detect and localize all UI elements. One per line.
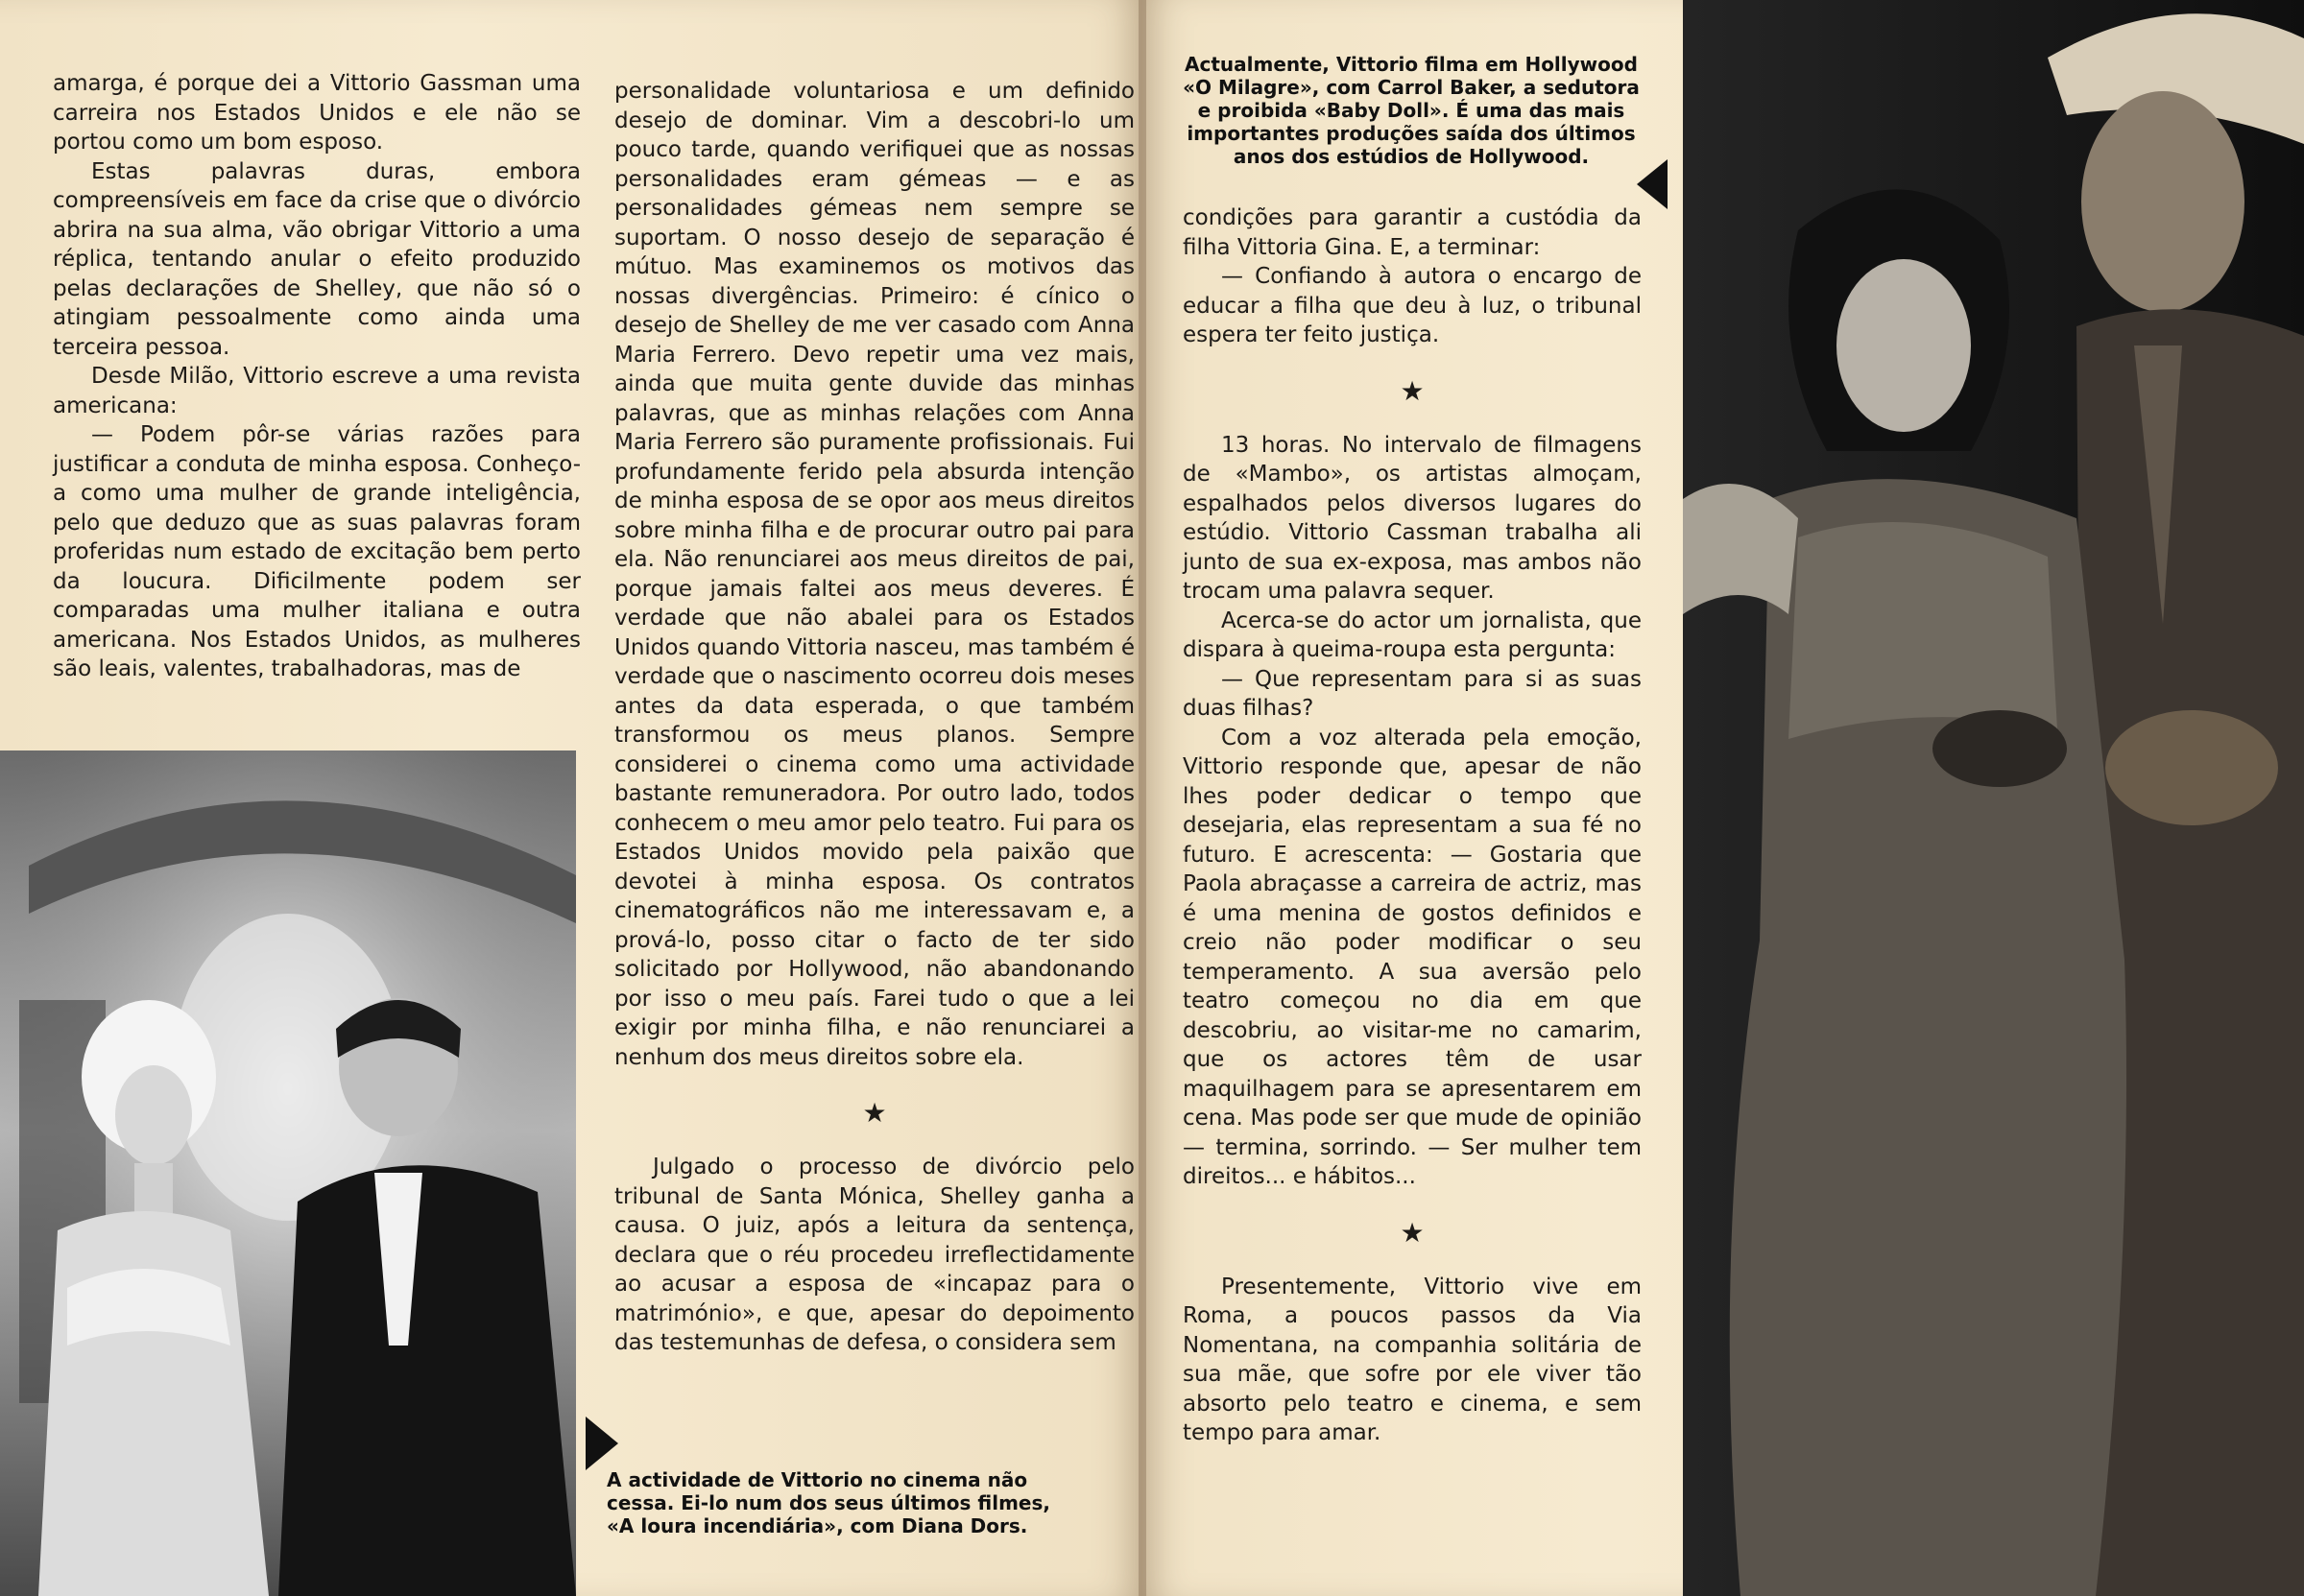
paragraph: 13 horas. No intervalo de filmagens de «Mambo», os artistas almoçam, espalhados pelos diversos lugares do estúdio. Vittorio Cassman trabalha ali junto de sua ex-exposa, mas ambos não trocam uma palavra sequer. xyxy=(1183,432,1642,604)
photo-caption-left: A actividade de Vittorio no cinema não cessa. Ei-lo num dos seus últimos filmes, «A loura incendiária», com Diana Dors. xyxy=(607,1468,1050,1537)
photo-caption-right: Actualmente, Vittorio filma em Hollywood «O Milagre», com Carrol Baker, a sedutora e proibida «Baby Doll». É uma das mais importantes produções saída dos últimos anos dos estúdios de Hollywood. xyxy=(1183,53,1640,168)
paragraph: personalidade voluntariosa e um definido desejo de dominar. Vim a descobri-lo um pouco tarde, quando verifiquei que as nossas personalidades eram gémeas — e as personalidades gémeas nem sempre se suportam. O nosso desejo de separação é mútuo. Mas examinemos os motivos das nossas divergências. Primeiro: é cínico o desejo de Shelley de me ver casado com Anna Maria Ferrero. Devo repetir uma vez mais, ainda que muita gente duvide das minhas palavras, que as minhas relações com Anna Maria Ferrero são puramente profissionais. Fui profundamente ferido pela absurda intenção de minha esposa de se opor aos meus direitos sobre minha filha e de procurar outro pai para ela. Não renunciarei aos meus direitos de pai, porque jamais faltei aos meus deveres. É verdade que não abalei para os Estados Unidos quando Vittoria nasceu, mas também é verdade que o nascimento ocorreu dois meses antes da data esperada, o que também transformou os meus planos. Sempre considerei o cinema como uma actividade bastante remuneradora. Por outro lado, todos conhecem o meu amor pelo teatro. Fui para os Estados Unidos movido pela paixão que devotei à minha esposa. Os contratos cinematográficos não me interessavam e, a prová-lo, posso citar o facto de ter sido solicitado por Hollywood, não abandonando por isso o meu país. Farei tudo o que a lei exigir por minha filha, e não renunciarei a nenhum dos meus direitos sobre ela. xyxy=(614,79,1135,1070)
paragraph: condições para garantir a custódia da filha Vittoria Gina. E, a terminar: xyxy=(1183,205,1642,260)
caption-pointer-arrow-icon xyxy=(586,1417,618,1470)
section-separator-star: ★ xyxy=(1400,1216,1425,1249)
paragraph: amarga, é porque dei a Vittorio Gassman uma carreira nos Estados Unidos e ele não se portou como um bom esposo. xyxy=(53,71,581,155)
paragraph: Estas palavras duras, embora compreensíveis em face da crise que o divórcio abrira na sua alma, vão obrigar Vittorio a uma réplica, tentando anular o efeito produzido pelas declarações de Shelley, que não só o atingiam pessoalmente como ainda uma terceira pessoa. xyxy=(53,158,581,360)
paragraph: Julgado o processo de divórcio pelo tribunal de Santa Mónica, Shelley ganha a causa. O juiz, após a leitura da sentença, declara que o réu procedeu irreflectidamente ao acusar a esposa de «incapaz para o matrimónio», e que, apesar do depoimento das testemunhas de defesa, o considera sem xyxy=(614,1155,1135,1355)
left-page xyxy=(0,0,1142,1596)
paragraph: — Confiando à autora o encargo de educar a filha que deu à luz, o tribunal espera ter feito justiça. xyxy=(1183,264,1642,347)
paragraph: — Que representam para si as suas duas filhas? xyxy=(1183,666,1642,721)
film-still-illustration xyxy=(0,750,576,1596)
right-page-column xyxy=(1183,203,1642,1448)
paragraph: Com a voz alterada pela emoção, Vittorio responde que, apesar de não lhes poder dedicar o tempo que desejaria, elas representam a sua fé no futuro. E acrescenta: — Gostaria que Paola abraçasse a carreira de actriz, mas é uma menina de gostos definidos e creio não poder modificar o seu temperamento. A sua aversão pelo teatro começou no dia em que descobriu, ao visitar-me no camarim, que os actores têm de usar maquilhagem para se apresentarem em cena. Mas pode ser que mude de opinião — termina, sorrindo. — Ser mulher tem direitos... e hábitos... xyxy=(1183,725,1642,1189)
section-separator-star: ★ xyxy=(1400,374,1425,407)
paragraph: Presentemente, Vittorio vive em Roma, a poucos passos da Via Nomentana, na companhia solitária de sua mãe, que sofre por ele viver tão absorto pelo teatro e cinema, e sem tempo para amar. xyxy=(1183,1274,1642,1445)
paragraph: Desde Milão, Vittorio escreve a uma revista americana: xyxy=(53,364,581,418)
paragraph: Acerca-se do actor um jornalista, que dispara à queima-roupa esta pergunta: xyxy=(1183,607,1642,662)
film-still-diana-dors-photo xyxy=(0,750,576,1596)
film-still-illustration xyxy=(1683,0,2304,1596)
caption-pointer-arrow-icon xyxy=(1637,159,1668,209)
film-still-carroll-baker-photo xyxy=(1683,0,2304,1596)
page-gutter xyxy=(1139,0,1146,1596)
left-page-column-1 xyxy=(53,69,581,684)
left-page-column-2 xyxy=(614,77,1135,1358)
paragraph: — Podem pôr-se várias razões para justificar a conduta de minha esposa. Conheço-a como uma mulher de grande inteligência, pelo que deduzo que as suas palavras foram proferidas num estado de excitação bem perto da loucura. Dificilmente podem ser comparadas uma mulher italiana e outra americana. Nos Estados Unidos, as mulheres são leais, valentes, trabalhadoras, mas de xyxy=(53,422,581,681)
section-separator-star: ★ xyxy=(862,1097,887,1129)
